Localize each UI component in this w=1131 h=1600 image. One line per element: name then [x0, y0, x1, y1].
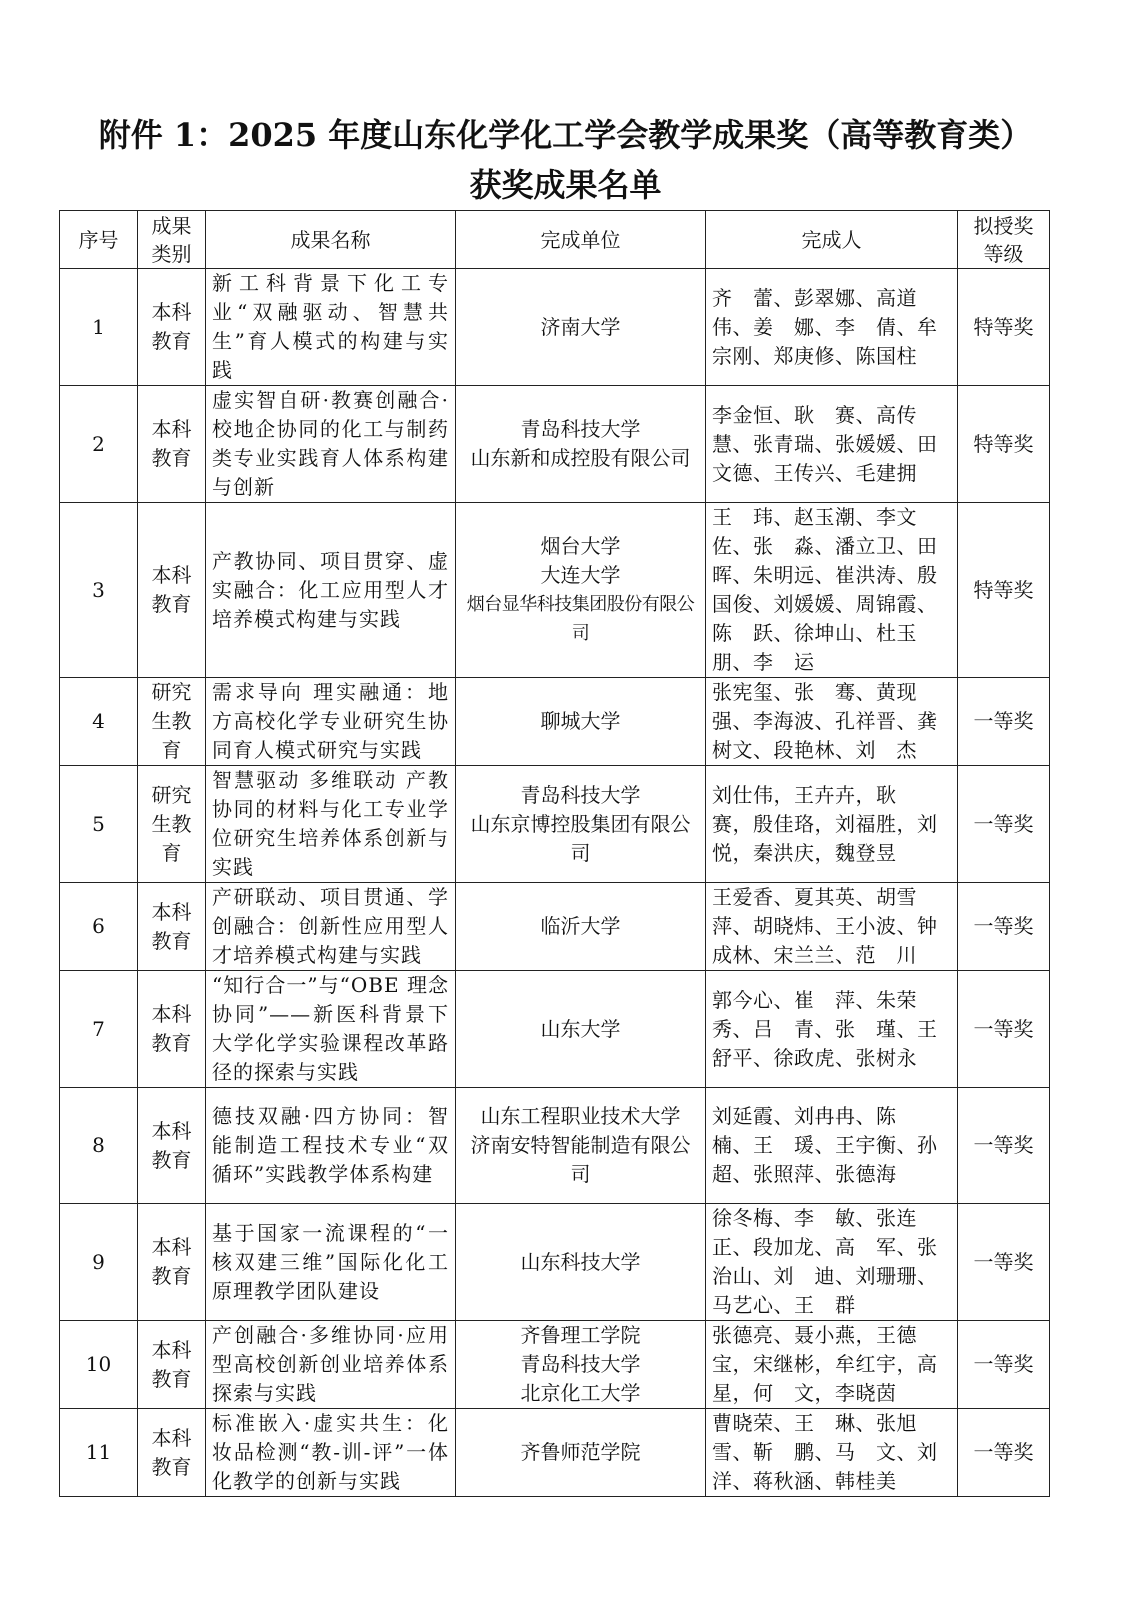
unit-name: 北京化工大学 [520, 1381, 641, 1405]
row-people: 王爱香、夏其英、胡雪萍、胡晓炜、王小波、钟成林、宋兰兰、范 川 [706, 883, 958, 971]
table-row [60, 1088, 1050, 1204]
row-unit [456, 269, 706, 386]
unit-name: 山东新和成控股有限公司 [470, 446, 691, 470]
row-grade: 一等奖 [958, 1204, 1050, 1321]
header-no: 序号 [60, 211, 138, 269]
row-category: 研究生教育 [138, 766, 206, 883]
row-grade: 特等奖 [958, 386, 1050, 503]
row-title: 基于国家一流课程的“一核双建三维”国际化化工原理教学团队建设 [206, 1204, 456, 1321]
row-people: 曹晓荣、王 琳、张旭雪、靳 鹏、马 文、刘 洋、蒋秋涵、韩桂美 [706, 1409, 958, 1497]
table-row [60, 766, 1050, 883]
row-grade: 一等奖 [958, 1088, 1050, 1204]
header-unit: 完成单位 [456, 211, 706, 269]
unit-name: 山东大学 [540, 1016, 621, 1041]
row-title: 智慧驱动 多维联动 产教协同的材料与化工专业学位研究生培养体系创新与实践 [206, 766, 456, 883]
row-category: 研究生教育 [138, 678, 206, 766]
row-unit [456, 678, 706, 766]
row-grade: 一等奖 [958, 883, 1050, 971]
row-grade: 一等奖 [958, 971, 1050, 1088]
row-category: 本科教育 [138, 1409, 206, 1497]
row-people: 李金恒、耿 赛、高传慧、张青瑞、张媛媛、田文德、王传兴、毛建拥 [706, 386, 958, 503]
row-no: 3 [60, 503, 138, 678]
row-category: 本科教育 [138, 1321, 206, 1409]
row-unit [456, 1088, 706, 1204]
row-category: 本科教育 [138, 386, 206, 503]
row-people: 张宪玺、张 骞、黄现强、李海波、孔祥晋、龚树文、段艳林、刘 杰 [706, 678, 958, 766]
row-title: 产创融合·多维协同·应用型高校创新创业培养体系探索与实践 [206, 1321, 456, 1409]
table-row [60, 883, 1050, 971]
unit-name: 青岛科技大学 [520, 1352, 641, 1376]
unit-name: 烟台大学 [540, 534, 621, 558]
row-grade: 特等奖 [958, 503, 1050, 678]
row-people: 刘延霞、刘冉冉、陈 楠、王 瑗、王宇衡、孙 超、张照萍、张德海 [706, 1088, 958, 1204]
row-people: 王 玮、赵玉潮、李文佐、张 淼、潘立卫、田 晖、朱明远、崔洪涛、殷国俊、刘媛媛、周锦霞、陈 跃、徐坤山、杜玉朋、李 运 [706, 503, 958, 678]
row-no: 4 [60, 678, 138, 766]
unit-name: 临沂大学 [540, 914, 621, 938]
row-unit [456, 1409, 706, 1497]
row-title: 标准嵌入·虚实共生：化妆品检测“教-训-评”一体化教学的创新与实践 [206, 1409, 456, 1497]
unit-name: 聊城大学 [540, 709, 621, 733]
row-grade: 一等奖 [958, 678, 1050, 766]
unit-name: 青岛科技大学 [520, 782, 641, 807]
row-category: 本科教育 [138, 883, 206, 971]
table-row [60, 1409, 1050, 1497]
table-row [60, 386, 1050, 503]
row-title: “知行合一”与“OBE 理念协同”——新医科背景下大学化学实验课程改革路径的探索与实践 [206, 971, 456, 1088]
row-category: 本科教育 [138, 269, 206, 386]
unit-name: 山东京博控股集团有限公司 [470, 811, 691, 865]
row-unit [456, 1204, 706, 1321]
unit-name: 青岛科技大学 [520, 417, 641, 441]
row-people: 齐 蕾、彭翠娜、高道伟、姜 娜、李 倩、牟宗刚、郑庚修、陈国柱 [706, 269, 958, 386]
table-header-row [60, 211, 1050, 269]
row-unit [456, 766, 706, 883]
row-unit [456, 883, 706, 971]
table-row [60, 1321, 1050, 1409]
row-unit [456, 503, 706, 678]
award-list-table [59, 210, 1050, 1497]
table-row [60, 1204, 1050, 1321]
row-no: 8 [60, 1088, 138, 1204]
row-no: 5 [60, 766, 138, 883]
row-no: 11 [60, 1409, 138, 1497]
row-category: 本科教育 [138, 971, 206, 1088]
document-title-line2: 获奖成果名单 [469, 166, 662, 204]
row-title: 产研联动、项目贯通、学创融合：创新性应用型人才培养模式构建与实践 [206, 883, 456, 971]
table-row [60, 503, 1050, 678]
header-grade: 拟授奖等级 [958, 211, 1050, 269]
table-row [60, 678, 1050, 766]
unit-name: 齐鲁理工学院 [520, 1323, 641, 1347]
unit-name: 山东工程职业技术大学 [480, 1104, 681, 1128]
row-no: 10 [60, 1321, 138, 1409]
row-grade: 一等奖 [958, 766, 1050, 883]
unit-name: 齐鲁师范学院 [520, 1440, 641, 1464]
row-title: 德技双融·四方协同：智能制造工程技术专业“双循环”实践教学体系构建 [206, 1088, 456, 1204]
row-unit [456, 971, 706, 1088]
row-title: 产教协同、项目贯穿、虚实融合：化工应用型人才培养模式构建与实践 [206, 503, 456, 678]
unit-name: 济南安特智能制造有限公司 [470, 1133, 691, 1186]
row-no: 9 [60, 1204, 138, 1321]
row-unit [456, 1321, 706, 1409]
table-row [60, 971, 1050, 1088]
row-people: 刘仕伟，王卉卉，耿 赛，殷佳珞，刘福胜，刘 悦，秦洪庆，魏登昱 [706, 766, 958, 883]
row-grade: 特等奖 [958, 269, 1050, 386]
row-no: 6 [60, 883, 138, 971]
header-people: 完成人 [706, 211, 958, 269]
unit-name: 山东科技大学 [520, 1249, 641, 1274]
row-category: 本科教育 [138, 1088, 206, 1204]
row-title: 需求导向 理实融通：地方高校化学专业研究生协同育人模式研究与实践 [206, 678, 456, 766]
document-title-line1: 附件 1：2025 年度山东化学化工学会教学成果奖（高等教育类） [98, 116, 1033, 154]
row-people: 徐冬梅、李 敏、张连正、段加龙、高 军、张治山、刘 迪、刘珊珊、马艺心、王 群 [706, 1204, 958, 1321]
row-unit [456, 386, 706, 503]
row-people: 郭今心、崔 萍、朱荣秀、吕 青、张 瑾、王舒平、徐政虎、张树永 [706, 971, 958, 1088]
row-no: 7 [60, 971, 138, 1088]
header-category: 成果类别 [138, 211, 206, 269]
row-no: 1 [60, 269, 138, 386]
row-people: 张德亮、聂小燕，王德宝，宋继彬，牟红宇，高 星，何 文，李晓茵 [706, 1321, 958, 1409]
row-title: 虚实智自研·教赛创融合·校地企协同的化工与制药类专业实践育人体系构建与创新 [206, 386, 456, 503]
row-no: 2 [60, 386, 138, 503]
row-grade: 一等奖 [958, 1409, 1050, 1497]
unit-name: 济南大学 [540, 314, 621, 339]
row-title: 新工科背景下化工专业“双融驱动、智慧共生”育人模式的构建与实践 [206, 269, 456, 386]
row-category: 本科教育 [138, 1204, 206, 1321]
unit-name: 烟台显华科技集团股份有限公司 [466, 594, 695, 644]
unit-name: 大连大学 [540, 563, 621, 587]
header-title: 成果名称 [206, 211, 456, 269]
table-row [60, 269, 1050, 386]
row-grade: 一等奖 [958, 1321, 1050, 1409]
row-category: 本科教育 [138, 503, 206, 678]
